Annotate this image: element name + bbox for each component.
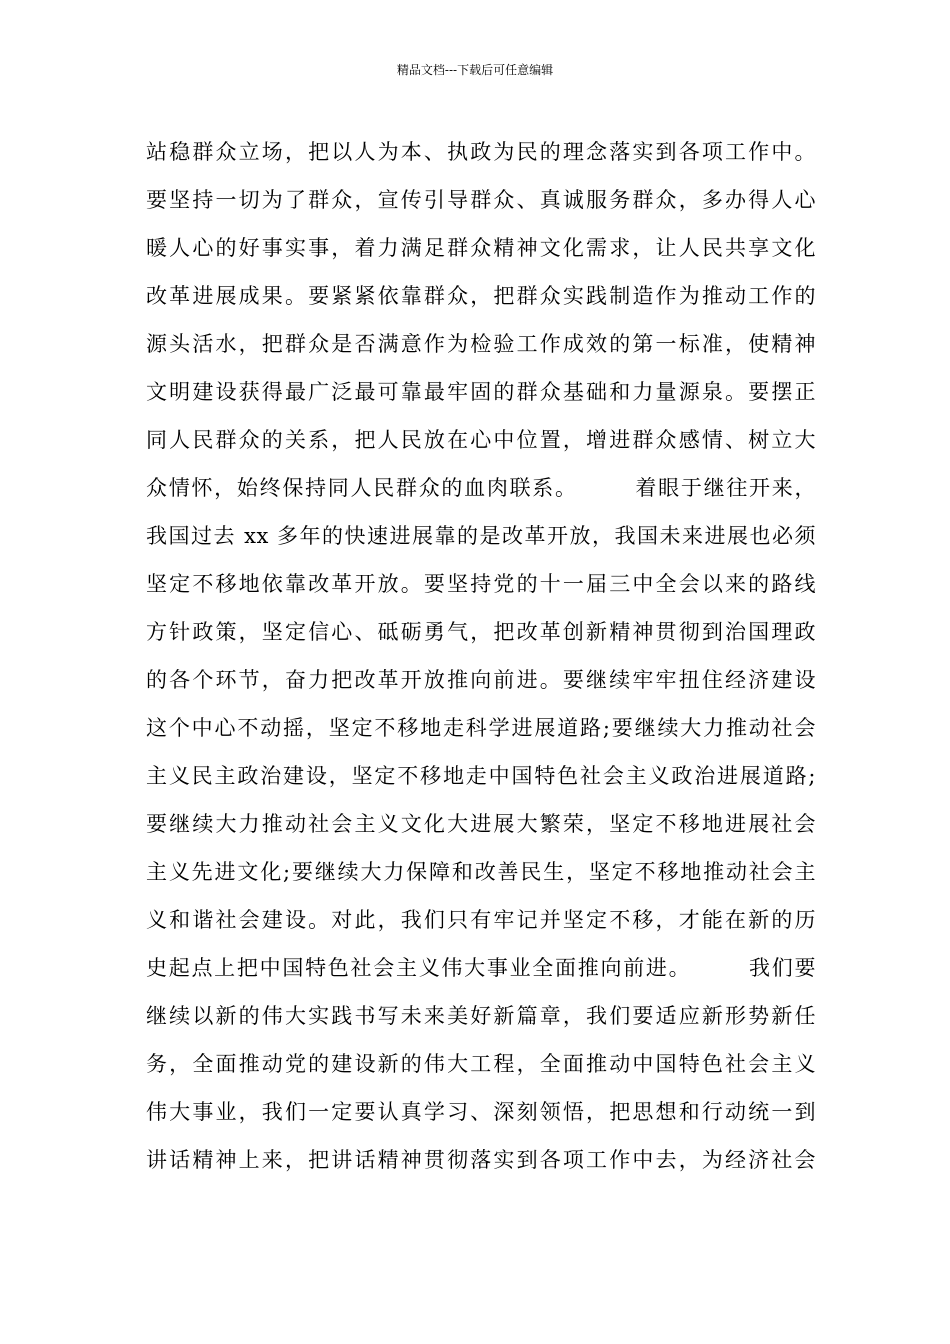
text-line: 讲话精神上来，把讲话精神贯彻落实到各项工作中去，为经济社会	[146, 1148, 816, 1172]
text-line: 要继续大力推动社会主义文化大进展大繁荣，坚定不移地进展社会	[146, 812, 816, 836]
text-line: 务，全面推动党的建设新的伟大工程，全面推动中国特色社会主义	[146, 1052, 816, 1076]
text-line: 我国过去 xx 多年的快速进展靠的是改革开放，我国未来进展也必须	[146, 524, 816, 548]
text-line: 这个中心不动摇，坚定不移地走科学进展道路;要继续大力推动社会	[146, 716, 816, 740]
text-line: 伟大事业，我们一定要认真学习、深刻领悟，把思想和行动统一到	[146, 1100, 816, 1124]
text-line: 的各个环节，奋力把改革开放推向前进。要继续牢牢扭住经济建设	[146, 668, 816, 692]
text-line: 站稳群众立场，把以人为本、执政为民的理念落实到各项工作中。	[146, 140, 816, 164]
text-line: 众情怀，始终保持同人民群众的血肉联系。 着眼于继往开来，	[146, 476, 816, 500]
text-line: 主义民主政治建设，坚定不移地走中国特色社会主义政治进展道路;	[146, 764, 816, 788]
text-line: 坚定不移地依靠改革开放。要坚持党的十一届三中全会以来的路线	[146, 572, 816, 596]
text-line: 要坚持一切为了群众，宣传引导群众、真诚服务群众，多办得人心	[146, 188, 816, 212]
text-line: 史起点上把中国特色社会主义伟大事业全面推向前进。 我们要	[146, 956, 816, 980]
text-line: 文明建设获得最广泛最可靠最牢固的群众基础和力量源泉。要摆正	[146, 380, 816, 404]
text-line: 同人民群众的关系，把人民放在心中位置，增进群众感情、树立大	[146, 428, 816, 452]
text-line: 改革进展成果。要紧紧依靠群众，把群众实践制造作为推动工作的	[146, 284, 816, 308]
text-line: 继续以新的伟大实践书写未来美好新篇章，我们要适应新形势新任	[146, 1004, 816, 1028]
text-line: 主义先进文化;要继续大力保障和改善民生，坚定不移地推动社会主	[146, 860, 816, 884]
text-line: 义和谐社会建设。对此，我们只有牢记并坚定不移，才能在新的历	[146, 908, 816, 932]
page-header: 精品文档---下载后可任意编辑	[396, 63, 554, 77]
text-line: 暖人心的好事实事，着力满足群众精神文化需求，让人民共享文化	[146, 236, 816, 260]
text-line: 方针政策，坚定信心、砥砺勇气，把改革创新精神贯彻到治国理政	[146, 620, 816, 644]
document-body	[146, 128, 816, 1184]
text-line: 源头活水，把群众是否满意作为检验工作成效的第一标准，使精神	[146, 332, 816, 356]
